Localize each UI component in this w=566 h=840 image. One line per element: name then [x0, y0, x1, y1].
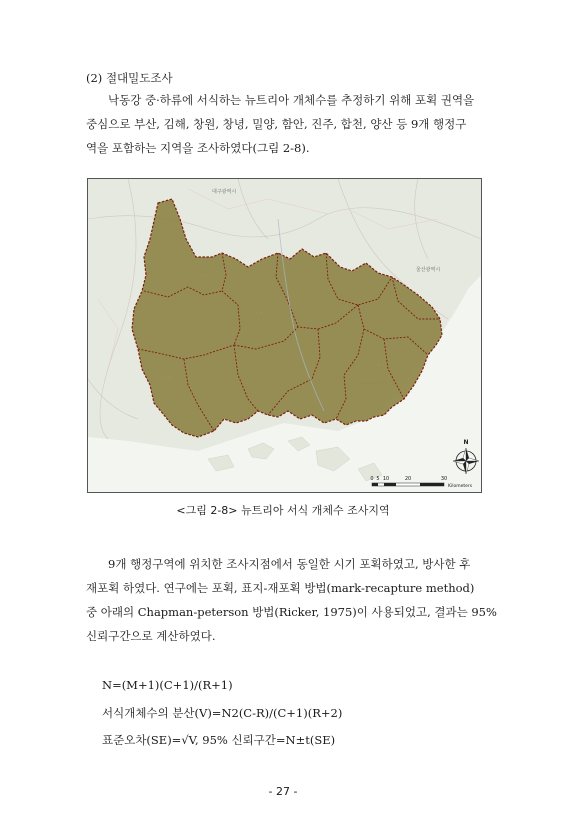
formula-standard-error: 표준오차(SE)=√V, 95% 신뢰구간=N±t(SE) [102, 733, 336, 747]
city-label-ulsan: 울산광역시 [416, 267, 441, 273]
scale-unit-label: Kilometers [448, 484, 473, 489]
north-label: N [463, 439, 469, 446]
page-number: - 27 - [268, 785, 298, 798]
scale-tick-label: 20 [404, 476, 412, 482]
paragraph-line: 중 아래의 Chapman-peterson 방법(Ricker, 1975)이 사용되었고, 결과는 95% [86, 605, 497, 619]
section-heading: (2) 절대밀도조사 [86, 71, 173, 85]
scale-tick-label: 10 [382, 476, 390, 482]
formula-variance: 서식개체수의 분산(V)=N2(C-R)/(C+1)(R+2) [102, 706, 343, 720]
svg-text:◦ ◦: ◦ ◦ [256, 312, 263, 317]
paragraph-line: 9개 행정구역에 위치한 조사지점에서 동일한 시기 포획하였고, 방사한 후 [108, 557, 471, 571]
svg-text:◦ ◦: ◦ ◦ [200, 274, 207, 279]
scale-tick-label: 0 [370, 476, 374, 482]
city-label-daegu: 대구광역시 [212, 189, 237, 195]
paragraph-line: 중심으로 부산, 김해, 창원, 창녕, 밀양, 함안, 진주, 합천, 양산 등 9개 행정구 [86, 117, 467, 131]
formula-estimate: N=(M+1)(C+1)/(R+1) [102, 678, 233, 692]
study-area-map [87, 178, 482, 493]
intro-paragraph [86, 88, 494, 160]
figure-caption: <그림 2-8> 뉴트리아 서식 개체수 조사지역 [176, 504, 390, 517]
map-svg [88, 179, 481, 492]
svg-text:◦ ◦: ◦ ◦ [378, 364, 385, 369]
paragraph-line: 재포획 하였다. 연구에는 포획, 표지-재포획 방법(mark-recapture method) [86, 581, 475, 595]
paragraph-line: 역을 포함하는 지역을 조사하였다(그림 2-8). [86, 141, 310, 155]
paragraph-line: 신뢰구간으로 계산하였다. [86, 629, 216, 643]
scale-tick-label: 30 [440, 476, 448, 482]
paragraph-line: 낙동강 중·하류에 서식하는 뉴트리아 개체수를 추정하기 위해 포획 권역을 [108, 93, 475, 107]
scale-tick-label: 5 [376, 476, 380, 482]
method-paragraph [86, 552, 497, 648]
svg-text:◦ ◦: ◦ ◦ [164, 376, 171, 381]
